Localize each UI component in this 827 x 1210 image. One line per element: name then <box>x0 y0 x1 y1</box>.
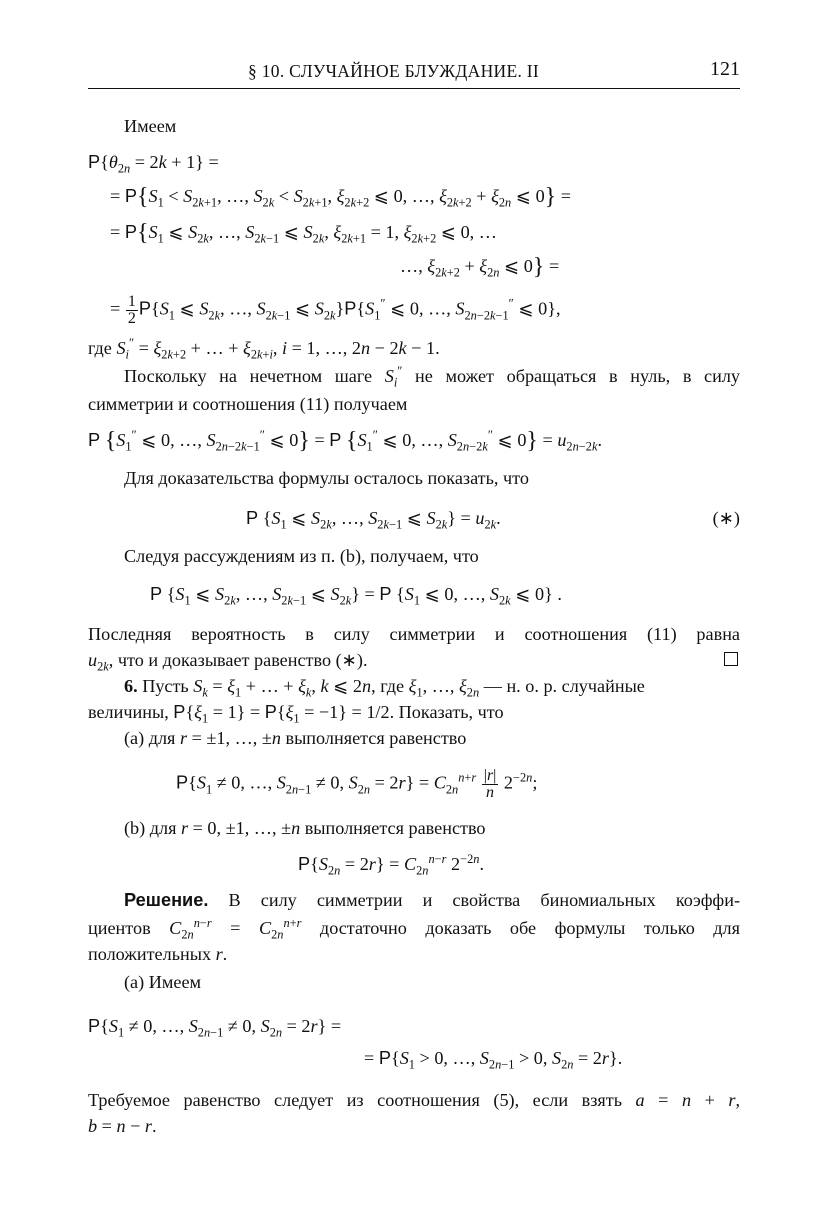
formula-line: $P\{S_1 \ne 0$, …, $S_{2n-1} \ne 0$, $S_{2n} = 2r$} = <box>88 1016 342 1040</box>
text-line: где $S_i'' = \xi_{2k+2}$ + … + $\xi_{2k+i}$, i = 1, …, 2n − 2k − 1. <box>88 335 440 362</box>
text-line: симметрии и соотношения (11) получаем <box>88 394 408 414</box>
text-line: b = n − r. <box>88 1116 157 1136</box>
qed-box <box>724 652 738 666</box>
formula-line: $P\{\theta_{2n} = 2k + 1\}$ = <box>88 152 219 176</box>
running-header <box>88 58 740 89</box>
text-line: циентов $C_{2n}^{n-r} = C_{2n}^{n+r}$ достаточно доказать обе формулы только для <box>88 915 740 942</box>
text-line: Решение. В силу симметрии и свойства биномиальных коэффи- <box>124 890 740 910</box>
formula-line: P {$S_1$ ⩽ $S_{2k}$, …, $S_{2k-1}$ ⩽ $S_{2k}\} = u_{2k}$. (∗) <box>246 508 740 532</box>
formula-line: P {$S_1$ ⩽ $S_{2k}$, …, $S_{2k-1}$ ⩽ $S_{2k}\} = P$ {$S_1$ ⩽ 0, …, $S_{2k}$ ⩽ 0} . <box>150 584 562 608</box>
section-title: § 10. СЛУЧАЙНОЕ БЛУЖДАНИЕ. II <box>248 61 540 81</box>
text-line: Поскольку на нечетном шаге $S_i''$ не может обращаться в нуль, в силу <box>124 363 741 390</box>
formula-line: = $\frac{1}{2}$ $P\{S_1$ ⩽ $S_{2k}$, …, $S_{2k-1}$ ⩽ $S_{2k}\}P\{S_1''$ ⩽ 0, …, $S_{2n-2k-1}''$ ⩽ 0}, <box>110 293 561 327</box>
formula-line: = $P\{S_1 < S_{2k+1}$, …, $S_{2k} < S_{2k+1}$, $\xi_{2k+2}$ ⩽ 0, …, $\xi_{2k+2} + \xi_{2n}$ ⩽ 0} = <box>110 184 572 210</box>
equation-number: (∗) <box>712 508 740 528</box>
text-line: Для доказательства формулы осталось показать, что <box>124 468 529 488</box>
text-line: Последняя вероятность в силу симметрии и соотношения (11) равна <box>88 624 740 644</box>
formula-line: $P\{S_{2n} = 2r\} = C_{2n}^{n-r}$ $2^{-2n}$. <box>298 851 484 878</box>
formula-line: = $P\{S_1$ ⩽ $S_{2k}$, …, $S_{2k-1}$ ⩽ $S_{2k}$, $\xi_{2k+1} = 1$, $\xi_{2k+2}$ ⩽ 0, … <box>110 220 497 246</box>
page-number: 121 <box>710 58 740 80</box>
text-line: Имеем <box>124 116 177 136</box>
text-line: (a) Имеем <box>124 972 202 992</box>
text-line: Следуя рассуждениям из п. (b), получаем, что <box>124 546 479 566</box>
text-line: (b) для r = 0, ±1, …, ±n выполняется равенство <box>124 818 486 838</box>
text-line: 6. Пусть $S_k = \xi_1$ + … + $\xi_k$, k ⩽ 2n, где $\xi_1$, …, $\xi_{2n}$ — н. о. р. случайные <box>124 676 645 700</box>
formula-line: $P\{S_1 \ne 0$, …, $S_{2n-1} \ne 0$, $S_{2n} = 2r\} = C_{2n}^{n+r}$ $\frac{|r|}{n}$ $2^{-2n}$; <box>176 767 538 801</box>
formula-line: P {$S_1''$ ⩽ 0, …, $S_{2n-2k-1}''$ ⩽ 0} = P {$S_1''$ ⩽ 0, …, $S_{2n-2k}''$ ⩽ $0\} = u_{2n-2k}$. <box>88 427 602 454</box>
text-line: (a) для r = ±1, …, ±n выполняется равенство <box>124 728 467 748</box>
formula-line: = $P\{S_1 > 0$, …, $S_{2n-1} > 0$, $S_{2n} = 2r$}. <box>364 1048 623 1072</box>
text-line: величины, $P\{\xi_1 = 1\} = P\{\xi_1 = -1\} = 1/2$. Показать, что <box>88 702 504 726</box>
formula-line: …, $\xi_{2k+2} + \xi_{2n}$ ⩽ 0} = <box>400 254 560 280</box>
text-line: Требуемое равенство следует из соотношения (5), если взять a = n + r, <box>88 1090 740 1110</box>
text-line: $u_{2k}$, что и доказывает равенство (∗). <box>88 648 740 672</box>
text-line: положительных r. <box>88 944 228 964</box>
